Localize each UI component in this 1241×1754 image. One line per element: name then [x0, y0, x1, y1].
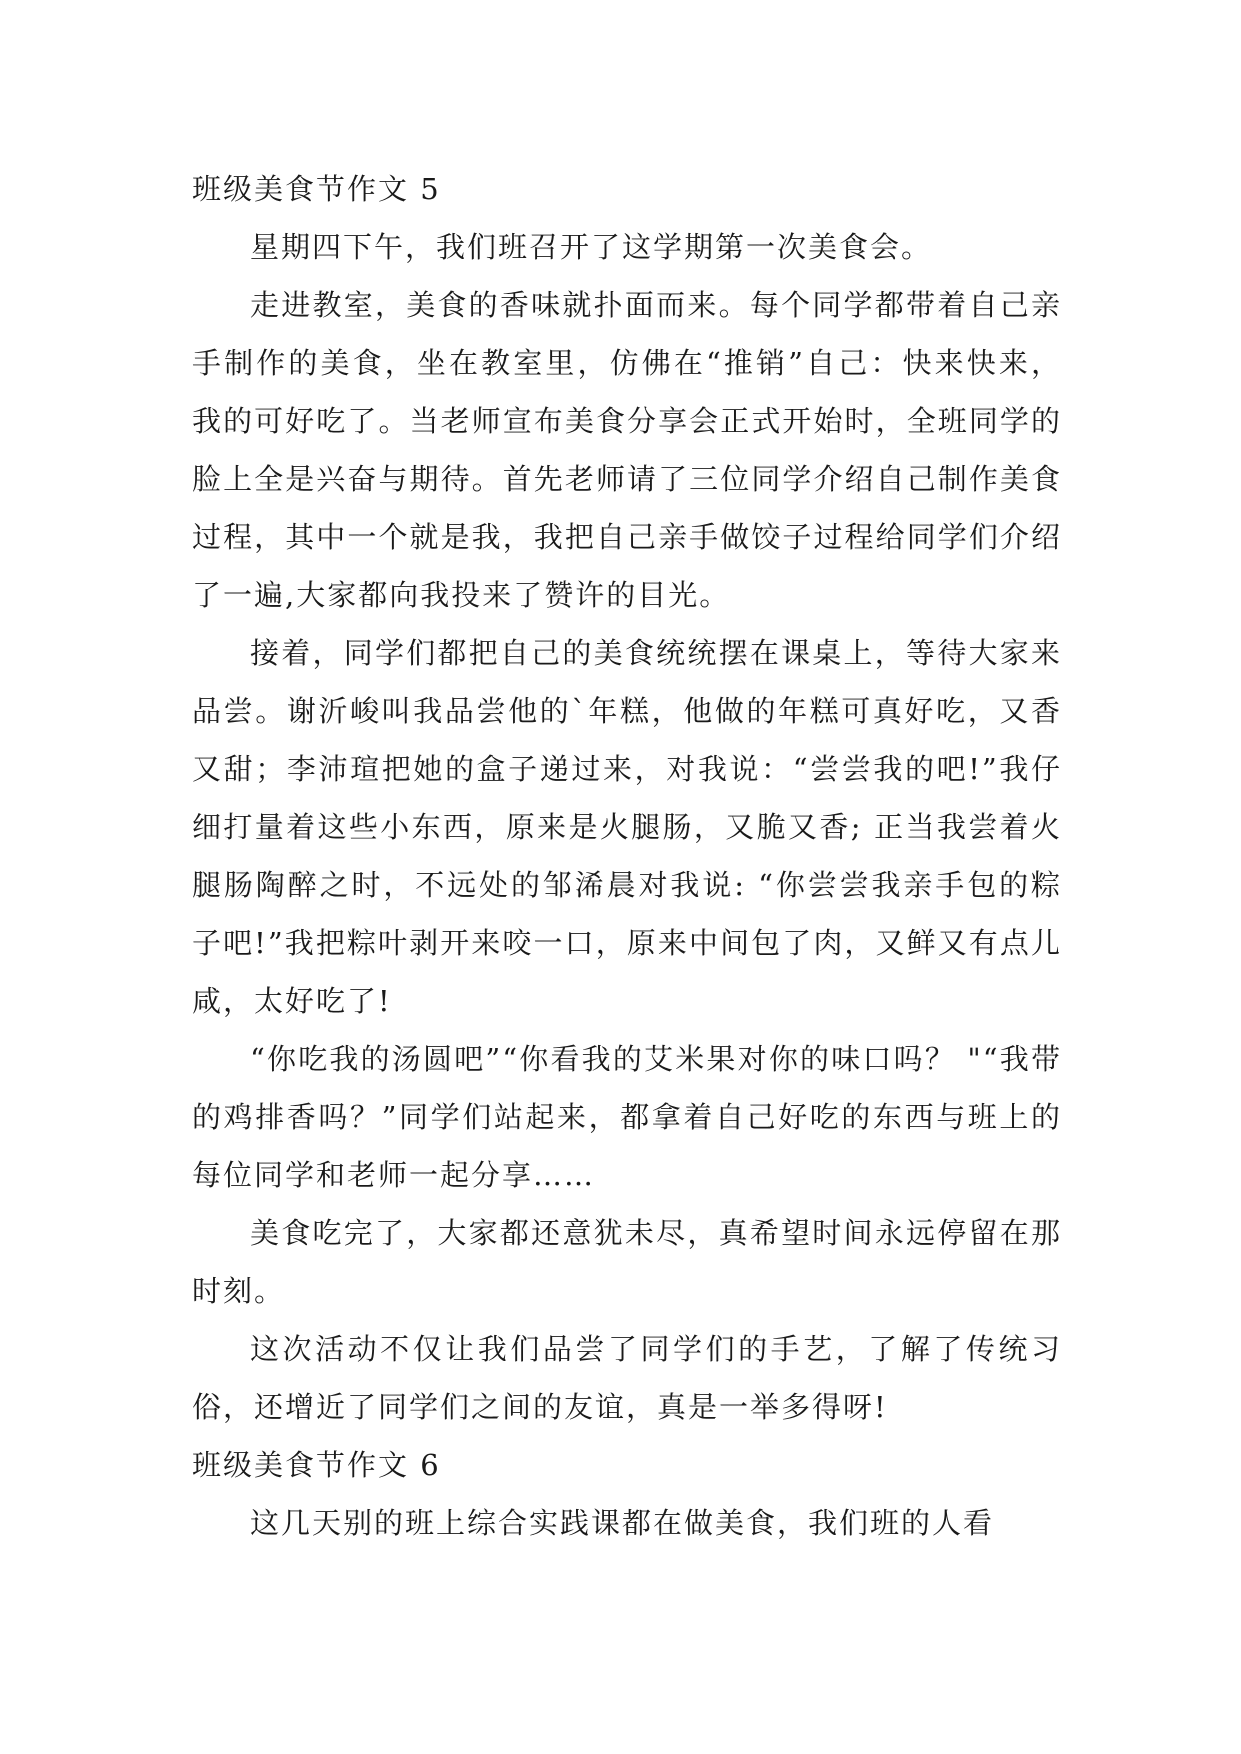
paragraph: 这几天别的班上综合实践课都在做美食，我们班的人看: [250, 1506, 995, 1540]
paragraph: 这次活动不仅让我们品尝了同学们的手艺，了解了传统习俗，还增近了同学们之间的友谊，真是一举多得呀!: [192, 1332, 1062, 1424]
paragraph: 美食吃完了，大家都还意犹未尽，真希望时间永远停留在那时刻。: [192, 1216, 1062, 1308]
paragraph: 走进教室，美食的香味就扑面而来。每个同学都带着自己亲手制作的美食，坐在教室里，仿佛在“推销”自己：快来快来，我的可好吃了。当老师宣布美食分享会正式开始时，全班同学的脸上全是兴奋与期待。首先老师请了三位同学介绍自己制作美食过程，其中一个就是我，我把自己亲手做饺子过程给同学们介绍了一遍,大家都向我投来了赞许的目光。: [192, 288, 1062, 612]
paragraph: “你吃我的汤圆吧”“你看我的艾米果对你的味口吗？ "“我带的鸡排香吗？”同学们站起来，都拿着自己好吃的东西与班上的每位同学和老师一起分享……: [192, 1042, 1062, 1192]
section-heading: 班级美食节作文 6: [192, 1448, 441, 1482]
paragraph: 星期四下午，我们班召开了这学期第一次美食会。: [250, 230, 933, 264]
paragraph: 接着，同学们都把自己的美食统统摆在课桌上，等待大家来品尝。谢沂峻叫我品尝他的`年糕，他做的年糕可真好吃，又香又甜；李沛瑄把她的盒子递过来，对我说：“尝尝我的吧!”我仔细打量着这些小东西，原来是火腿肠，又脆又香; 正当我尝着火腿肠陶醉之时，不远处的邹浠晨对我说: “你尝尝我亲手包的粽子吧!”我把粽叶剥开来咬一口，原来中间包了肉，又鲜又有点儿咸，太好吃了!: [192, 636, 1062, 1018]
section-heading: 班级美食节作文 5: [192, 172, 441, 206]
document-body: [192, 160, 1062, 1552]
